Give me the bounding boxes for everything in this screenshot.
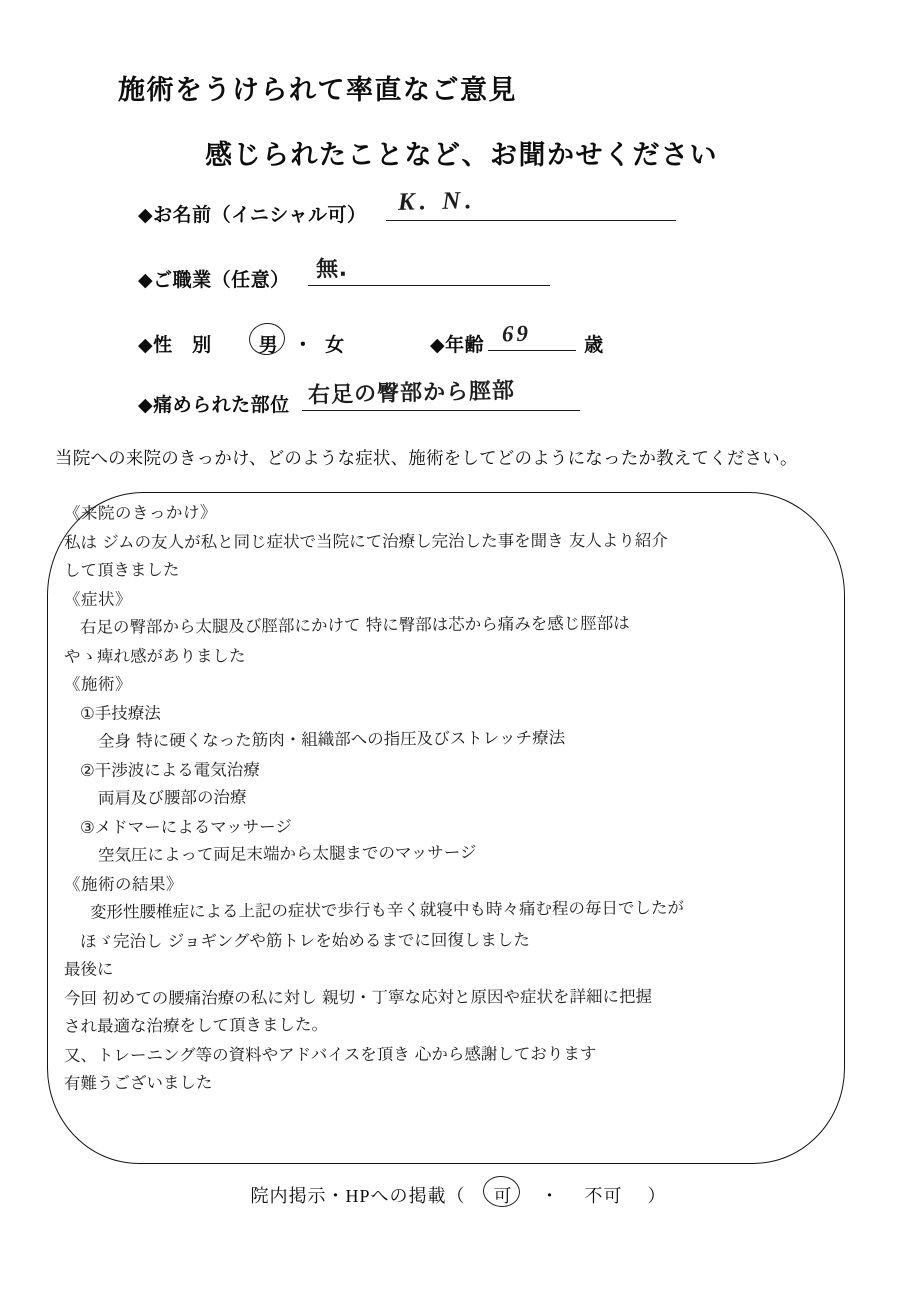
answer-line: 空気圧によって両足末端から太腿までのマッサージ [97,842,477,865]
answer-handwritten-content [64,500,824,1099]
pain-area-input-rule[interactable] [302,378,580,411]
answer-line: ①手技療法 [79,703,161,723]
answer-line: 《施術》 [63,674,133,694]
page-title-line-2: 感じられたことなど、お聞かせください [205,140,718,170]
occupation-field-label: ◆ご職業（任意） [138,270,290,291]
name-handwritten-value: K. N. [398,187,478,216]
pain-area-field-label: ◆痛められた部位 [138,395,290,416]
age-unit-label: 歳 [584,335,604,356]
answer-line: 《症状》 [63,589,133,609]
age-handwritten-value: 69 [501,320,532,347]
answer-line: ③メドマーによるマッサージ [79,816,292,837]
answer-line: 両肩及び腰部の治療 [97,787,247,808]
name-field-label: ◆お名前（イニシャル可） [138,205,367,226]
sex-option-separator: ・ [293,335,313,356]
page-title-line-1: 施術をうけられて率直なご意見 [118,75,517,105]
answer-line: して頂きました [63,560,180,580]
age-input-rule[interactable] [488,320,576,351]
answer-line: 右足の臀部から太腿及び脛部にかけて 特に臀部は芯から痛みを感じ脛部は [79,613,630,637]
answer-line: ほゞ完治し ジョギングや筋トレを始めるまでに回復しました [79,929,530,951]
sex-option-male[interactable] [256,330,282,357]
permission-option-allow[interactable] [491,1182,516,1208]
answer-line: 全身 特に硬くなった筋肉・組織部への指圧及びストレッチ療法 [97,728,566,751]
answer-line: 《来院のきっかけ》 [63,502,218,523]
field-row-occupation [138,256,550,292]
answer-line: 有難うございました [63,1072,213,1093]
field-row-pain-area [138,378,580,417]
sex-options-group [256,330,345,357]
occupation-handwritten-value: 無. [315,256,348,283]
instruction-text: 当院への来院のきっかけ、どのような症状、施術をしてどのようになったか教えてください。 [55,448,798,468]
publication-permission-label: 院内掲示・HPへの掲載（ [250,1186,466,1206]
answer-line: ②干渉波による電気治療 [79,759,260,780]
answer-line: 《施術の結果》 [63,874,184,894]
occupation-input-rule[interactable] [308,256,550,286]
answer-line: 又、トレーニング等の資料やアドバイスを頂き 心から感謝しております [63,1043,597,1065]
field-row-age [430,320,604,357]
name-input-rule[interactable] [386,187,676,221]
answer-line: 私は ジムの友人が私と同じ症状で当院にて治療し完治した事を聞き 友人より紹介 [63,530,668,552]
age-field-label: ◆年齢 [430,335,485,356]
permission-option-separator: ・ [540,1186,560,1206]
permission-closing-paren: ） [647,1186,667,1206]
sex-option-male-label: 男 [258,335,279,356]
permission-option-allow-label: 可 [493,1186,513,1206]
answer-line: 変形性腰椎症による上記の症状で歩行も辛く就寝中も時々痛む程の毎日でしたが [89,898,685,922]
publication-permission-row [0,1182,917,1208]
answer-line: 最後に [63,959,114,979]
field-row-sex [138,330,345,357]
field-row-name [138,187,676,227]
answer-line: 今回 初めての腰痛治療の私に対し 親切・丁寧な応対と原因や症状を詳細に把握 [63,986,653,1008]
answer-line: され最適な治療をして頂きました。 [63,1014,329,1036]
sex-field-label: ◆性 別 [138,335,212,356]
sex-option-female[interactable]: 女 [325,335,345,356]
answer-line: やゝ痺れ感がありました [63,645,246,666]
pain-area-handwritten-value: 右足の臀部から脛部 [307,378,515,409]
permission-option-deny[interactable]: 不可 [584,1186,623,1206]
